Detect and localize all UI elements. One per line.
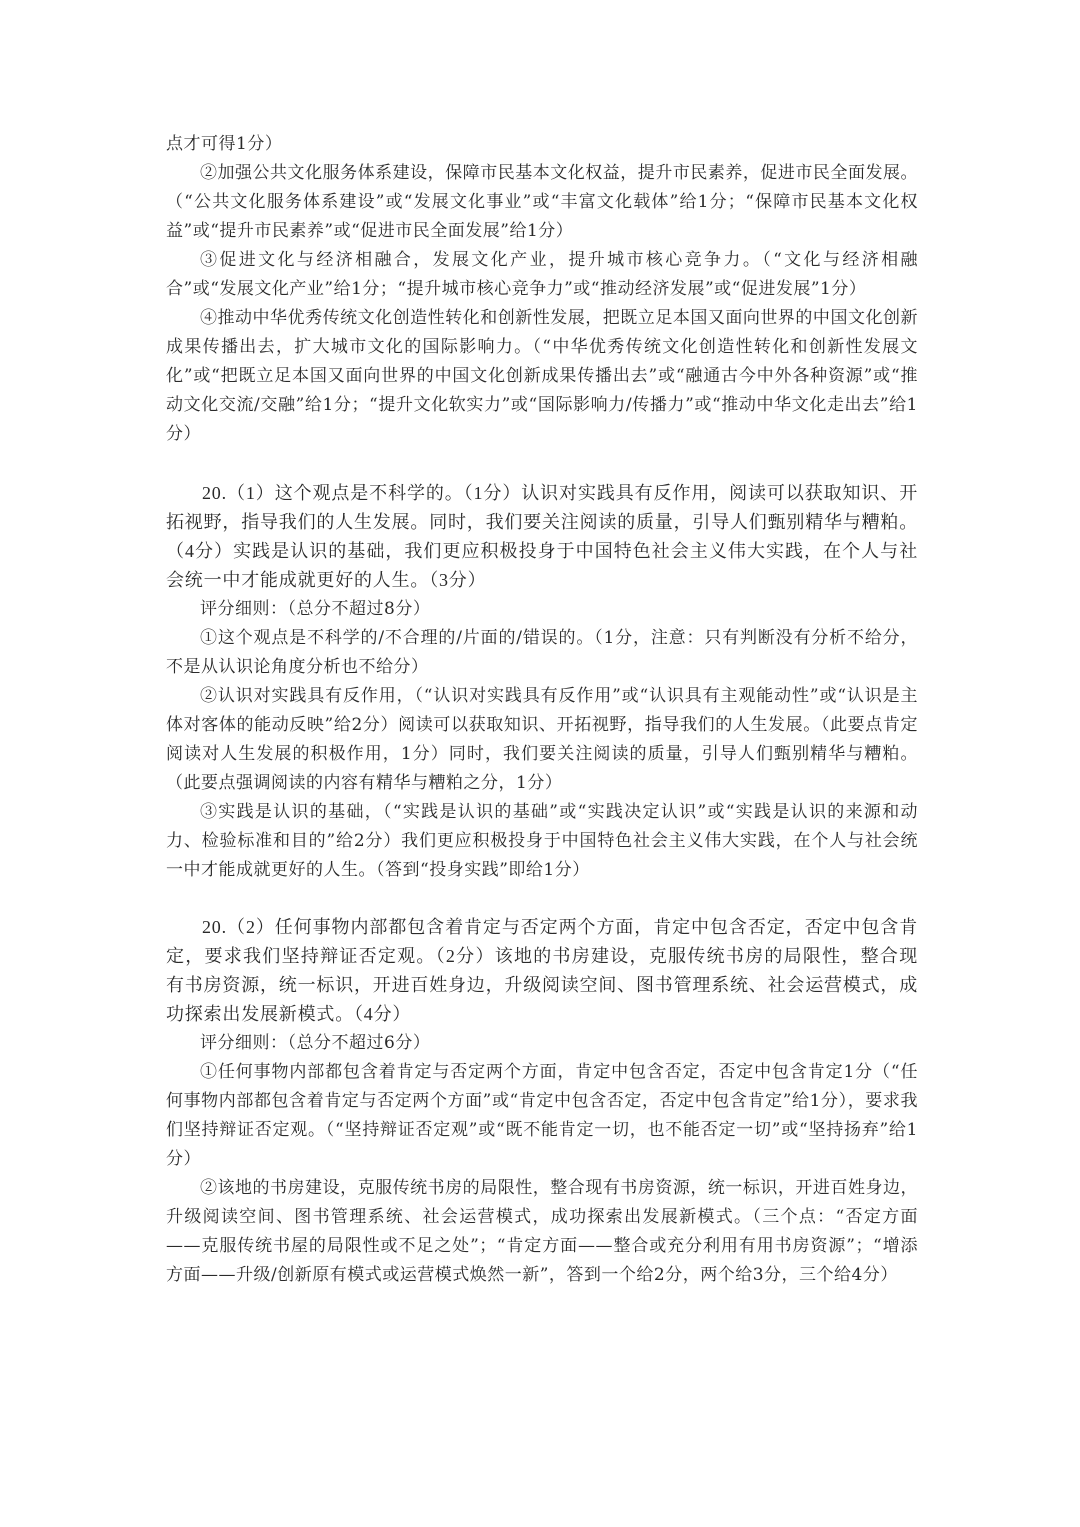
point-3-culture-economy: ③促进文化与经济相融合，发展文化产业，提升城市核心竞争力。（“文化与经济相融合”或“发展文化产业”给1分；“提升城市核心竞争力”或“推动经济发展”或“促进发展”1分） [166,250,918,299]
question-20-2-rubric-1: ①任何事物内部都包含着肯定与否定两个方面，肯定中包含否定，否定中包含肯定1分（“任何事物内部都包含着肯定与否定两个方面”或“肯定中包含否定，否定中包含肯定”给1分），要求我们坚持辩证否定观。（“坚持辩证否定观”或“既不能肯定一切，也不能否定一切”或“坚持扬弃”给1分） [166,1062,918,1169]
question-20-2-rubric-title: 评分细则：（总分不超过6分） [200,1033,431,1053]
answer-key-content [166,130,918,1290]
question-20-1-rubric-title: 评分细则：（总分不超过8分） [200,599,431,619]
question-20-1-rubric-1: ①这个观点是不科学的/不合理的/片面的/错误的。（1分，注意：只有判断没有分析不给分，不是从认识论角度分析也不给分） [166,628,918,677]
question-20-2-rubric-2: ②该地的书房建设，克服传统书房的局限性，整合现有书房资源，统一标识，开进百姓身边，升级阅读空间、图书管理系统、社会运营模式，成功探索出发展新模式。（三个点：“否定方面——克服传统书屋的局限性或不足之处”；“肯定方面——整合或充分利用有用书房资源”；“增添方面——升级/创新原有模式或运营模式焕然一新”，答到一个给2分，两个给3分，三个给4分） [166,1178,918,1285]
point-4-traditional-culture: ④推动中华优秀传统文化创造性转化和创新性发展，把既立足本国又面向世界的中国文化创新成果传播出去，扩大城市文化的国际影响力。（“中华优秀传统文化创造性转化和创新性发展文化”或“把既立足本国又面向世界的中国文化创新成果传播出去”或“融通古今中外各种资源”或“推动文化交流/交融”给1分；“提升文化软实力”或“国际影响力/传播力”或“推动中华文化走出去”给1分） [166,308,918,444]
continuation-line: 点才可得1分） [166,134,283,154]
section-spacer [166,885,918,913]
point-2-public-culture: ②加强公共文化服务体系建设，保障市民基本文化权益，提升市民素养，促进市民全面发展。（“公共文化服务体系建设”或“发展文化事业”或“丰富文化载体”给1分；“保障市民基本文化权益”或“提升市民素养”或“促进市民全面发展”给1分） [166,163,918,241]
question-20-1-rubric-3: ③实践是认识的基础，（“实践是认识的基础”或“实践决定认识”或“实践是认识的来源和动力、检验标准和目的”给2分）我们更应积极投身于中国特色社会主义伟大实践，在个人与社会统一中才能成就更好的人生。（答到“投身实践”即给1分） [166,802,918,880]
question-20-1-rubric-2: ②认识对实践具有反作用，（“认识对实践具有反作用”或“认识具有主观能动性”或“认识是主体对客体的能动反映”给2分）阅读可以获取知识、开拓视野，指导我们的人生发展。（此要点肯定阅读对人生发展的积极作用，1分）同时，我们要关注阅读的质量，引导人们甄别精华与糟粕。（此要点强调阅读的内容有精华与糟粕之分，1分） [166,686,918,793]
question-20-2-answer: 20.（2）任何事物内部都包含着肯定与否定两个方面，肯定中包含否定，否定中包含肯定，要求我们坚持辩证否定观。（2分）该地的书房建设，克服传统书房的局限性，整合现有书房资源，统一标识，开进百姓身边，升级阅读空间、图书管理系统、社会运营模式，成功探索出发展新模式。（4分） [166,917,918,1024]
question-20-1-answer: 20.（1）这个观点是不科学的。（1分）认识对实践具有反作用，阅读可以获取知识、开拓视野，指导我们的人生发展。同时，我们要关注阅读的质量，引导人们甄别精华与糟粕。（4分）实践是认识的基础，我们更应积极投身于中国特色社会主义伟大实践，在个人与社会统一中才能成就更好的人生。（3分） [166,483,918,590]
section-spacer [166,449,918,479]
